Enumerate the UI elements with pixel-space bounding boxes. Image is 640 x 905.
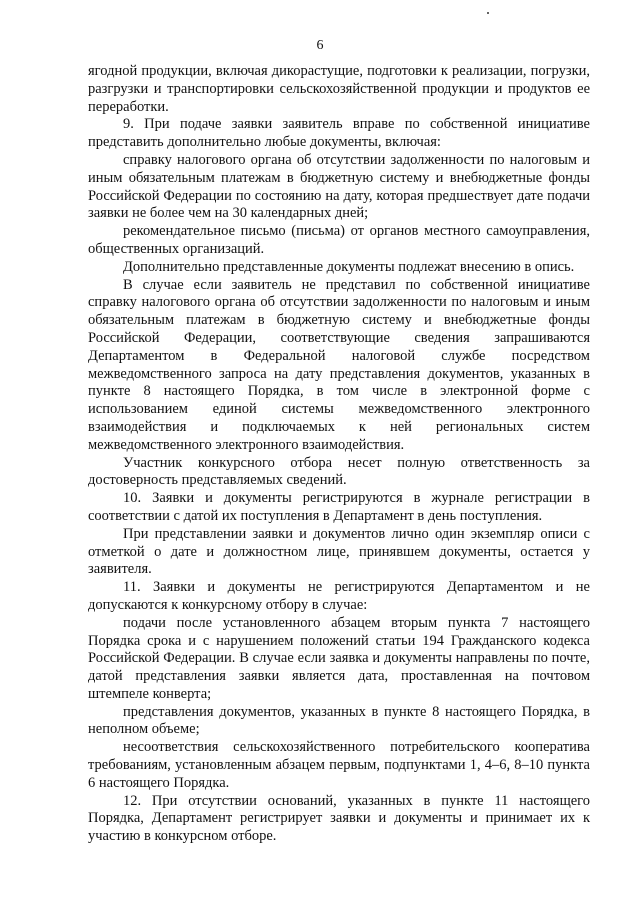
paragraph: 12. При отсутствии оснований, указанных в пункте 11 настоящего Порядка, Департамент регистрирует заявки и документы и принимает их к участию в конкурсном отборе. xyxy=(88,792,590,845)
paragraph: справку налогового органа об отсутствии задолженности по налоговым и иным обязательным платежам в бюджетную систему и внебюджетные фонды Российской Федерации по состоянию на дату, которая предшествует дате подачи заявки не более чем на 30 календарных дней; xyxy=(88,151,590,222)
paragraph: 11. Заявки и документы не регистрируются Департаментом и не допускаются к конкурсному отбору в случае: xyxy=(88,579,590,613)
paragraph: представления документов, указанных в пункте 8 настоящего Порядка, в неполном объеме; xyxy=(88,703,590,738)
paragraph: подачи после установленного абзацем вторым пункта 7 настоящего Порядка срока и с нарушением положений статьи 194 Гражданского кодекса Российской Федерации. В случае если заявка и документы направлены по почте, датой представления заявки является дата, проставленная на почтовом штемпеле конверта; xyxy=(88,614,590,702)
paragraph: Участник конкурсного отбора несет полную ответственность за достоверность представляемых сведений. xyxy=(88,454,590,489)
paragraph: 10. Заявки и документы регистрируются в журнале регистрации в соответствии с датой их поступления в Департамент в день поступления. xyxy=(88,490,590,524)
body-text xyxy=(88,63,590,846)
paragraph: ягодной продукции, включая дикорастущие, подготовки к реализации, погрузки, разгрузки и транспортировки сельскохозяйственной продукции и продуктов ее переработки. xyxy=(88,63,590,115)
paragraph: 9. При подаче заявки заявитель вправе по собственной инициативе представить дополнительно любые документы, включая: xyxy=(88,116,590,151)
paragraph: При представлении заявки и документов лично один экземпляр описи с отметкой о дате и должностном лице, принявшем документы, остается у заявителя. xyxy=(88,525,590,578)
paragraph: Дополнительно представленные документы подлежат внесению в опись. xyxy=(123,258,575,275)
scan-mark xyxy=(487,12,489,14)
page-number: 6 xyxy=(316,38,324,53)
paragraph: В случае если заявитель не представил по собственной инициативе справку налогового органа об отсутствии задолженности по налоговым и иным обязательным платежам в бюджетную систему и внебюджетные фонды Российской Федерации, соответствующие сведения запрашиваются Департаментом в Федеральной налоговой службе посредством межведомственного запроса на дату представления документов, указанных в пункте 8 настоящего Порядка, в том числе в электронной форме с использованием единой системы межведомственного электронного взаимодействия и подключаемых к ней региональных систем межведомственного электронного взаимодействия. xyxy=(88,276,590,453)
paragraph: несоответствия сельскохозяйственного потребительского кооператива требованиям, установленным абзацем первым, подпунктами 1, 4–6, 8–10 пункта 6 настоящего Порядка. xyxy=(88,739,590,791)
paragraph: рекомендательное письмо (письма) от органов местного самоуправления, общественных организаций. xyxy=(88,223,590,257)
